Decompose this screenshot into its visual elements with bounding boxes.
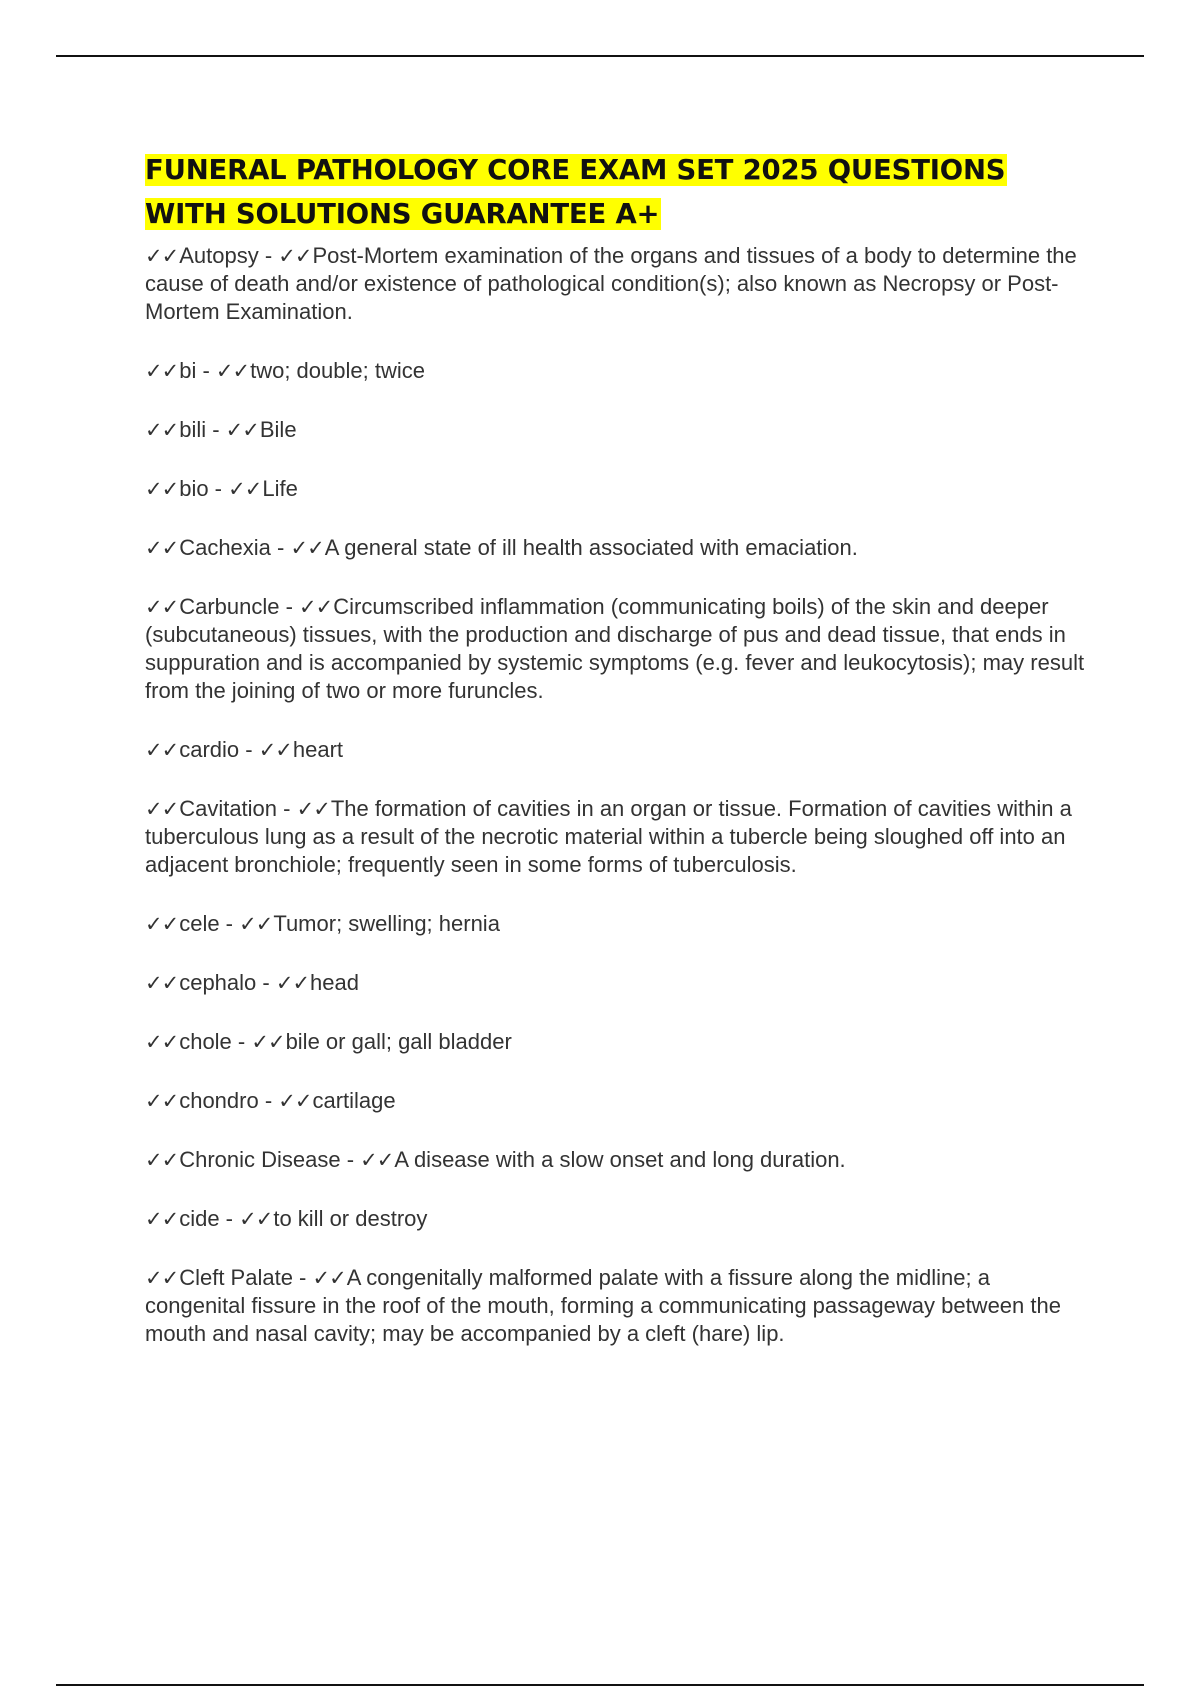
entry-separator: - [219, 911, 240, 936]
footer-rule [56, 1684, 1144, 1686]
list-item [145, 736, 1085, 764]
list-item [145, 969, 1085, 997]
double-check-icon: ✓✓ [360, 1148, 394, 1172]
double-check-icon: ✓✓ [239, 1207, 273, 1231]
list-item [145, 795, 1085, 879]
entry-term: cephalo [179, 970, 257, 995]
entry-term: Chronic Disease [179, 1147, 341, 1172]
entry-definition: A congenitally malformed palate with a fissure along the midline; a congenital fissure in the roof of the mouth, forming a communicating passageway between the mouth and nasal cavity; may be accompanied by a cleft (hare) lip. [145, 1265, 1061, 1346]
entry-definition: to kill or destroy [273, 1206, 428, 1231]
entry-separator: - [270, 535, 291, 560]
double-check-icon: ✓✓ [145, 797, 179, 821]
double-check-icon: ✓✓ [215, 359, 250, 383]
list-item [145, 242, 1085, 326]
document-body [145, 148, 1085, 1379]
entry-term: cardio [179, 737, 240, 762]
entry-term: Carbuncle [179, 594, 280, 619]
document-title [145, 148, 1085, 236]
double-check-icon: ✓✓ [145, 1089, 179, 1113]
double-check-icon: ✓✓ [145, 1148, 179, 1172]
entry-term: bi [179, 358, 197, 383]
double-check-icon: ✓✓ [145, 1266, 179, 1290]
list-item [145, 534, 1085, 562]
double-check-icon: ✓✓ [290, 536, 324, 560]
entry-term: cide [179, 1206, 220, 1231]
double-check-icon: ✓✓ [145, 912, 179, 936]
entry-definition: head [310, 970, 359, 995]
header-rule [56, 55, 1144, 57]
entry-separator: - [256, 970, 276, 995]
double-check-icon: ✓✓ [145, 477, 179, 501]
double-check-icon: ✓✓ [312, 1266, 346, 1290]
entry-definition: Post-Mortem examination of the organs and tissues of a body to determine the cause of death and/or existence of pathological condition(s); also known as Necropsy or Post-Mortem Examination. [145, 243, 1077, 324]
entry-separator: - [292, 1265, 313, 1290]
entry-separator: - [196, 358, 216, 383]
entry-term: cele [179, 911, 220, 936]
list-item [145, 1205, 1085, 1233]
entry-separator: - [239, 737, 259, 762]
double-check-icon: ✓✓ [145, 244, 179, 268]
double-check-icon: ✓✓ [145, 1207, 179, 1231]
list-item [145, 357, 1085, 385]
entry-definition: A disease with a slow onset and long duration. [394, 1147, 846, 1172]
list-item [145, 1087, 1085, 1115]
double-check-icon: ✓✓ [275, 971, 310, 995]
entry-definition: The formation of cavities in an organ or tissue. Formation of cavities within a tuberculous lung as a result of the necrotic material within a tubercle being sloughed off into an adjacent bronchiole; frequently seen in some forms of tuberculosis. [145, 796, 1072, 877]
double-check-icon: ✓✓ [145, 595, 179, 619]
entry-definition: A general state of ill health associated with emaciation. [324, 535, 858, 560]
entry-term: chondro [179, 1088, 259, 1113]
entry-separator: - [231, 1029, 252, 1054]
list-item [145, 593, 1085, 705]
entry-separator: - [340, 1147, 361, 1172]
entry-term: Cavitation [179, 796, 278, 821]
double-check-icon: ✓✓ [278, 1089, 312, 1113]
entry-separator: - [206, 417, 226, 442]
double-check-icon: ✓✓ [145, 971, 179, 995]
list-item [145, 475, 1085, 503]
double-check-icon: ✓✓ [251, 1030, 285, 1054]
entry-term: Cachexia [179, 535, 271, 560]
entry-separator: - [258, 243, 279, 268]
list-item [145, 910, 1085, 938]
entry-separator: - [277, 796, 297, 821]
entry-term: bio [179, 476, 209, 501]
entry-definition: heart [292, 737, 344, 762]
entry-term: chole [179, 1029, 232, 1054]
entry-definition: two; double; twice [250, 358, 425, 383]
double-check-icon: ✓✓ [258, 738, 292, 762]
entry-separator: - [258, 1088, 279, 1113]
list-item [145, 1028, 1085, 1056]
entry-definition: bile or gall; gall bladder [285, 1029, 512, 1054]
entry-separator: - [219, 1206, 240, 1231]
entry-separator: - [208, 476, 229, 501]
entry-definition: Circumscribed inflammation (communicating boils) of the skin and deeper (subcutaneous) tissues, with the production and discharge of pus and dead tissue, that ends in suppuration and is accompanied by systemic symptoms (e.g. fever and leukocytosis); may result from the joining of two or more furuncles. [145, 594, 1085, 703]
double-check-icon: ✓✓ [145, 359, 179, 383]
list-item [145, 1146, 1085, 1174]
double-check-icon: ✓✓ [239, 912, 273, 936]
list-item [145, 1264, 1085, 1348]
double-check-icon: ✓✓ [278, 244, 312, 268]
entry-definition: Life [262, 476, 298, 501]
title-highlight: FUNERAL PATHOLOGY CORE EXAM SET 2025 QUESTIONS WITH SOLUTIONS GUARANTEE A+ [145, 154, 1006, 230]
double-check-icon: ✓✓ [145, 1030, 179, 1054]
double-check-icon: ✓✓ [228, 477, 262, 501]
double-check-icon: ✓✓ [145, 418, 179, 442]
double-check-icon: ✓✓ [145, 738, 179, 762]
entry-term: bili [179, 417, 207, 442]
entry-definition: Bile [259, 417, 297, 442]
entry-term: Cleft Palate [179, 1265, 293, 1290]
entry-list [145, 242, 1085, 1348]
double-check-icon: ✓✓ [296, 797, 330, 821]
entry-definition: Tumor; swelling; hernia [273, 911, 500, 936]
double-check-icon: ✓✓ [145, 536, 179, 560]
list-item [145, 416, 1085, 444]
entry-separator: - [279, 594, 300, 619]
entry-definition: cartilage [312, 1088, 396, 1113]
double-check-icon: ✓✓ [225, 418, 259, 442]
entry-term: Autopsy [179, 243, 259, 268]
double-check-icon: ✓✓ [299, 595, 333, 619]
